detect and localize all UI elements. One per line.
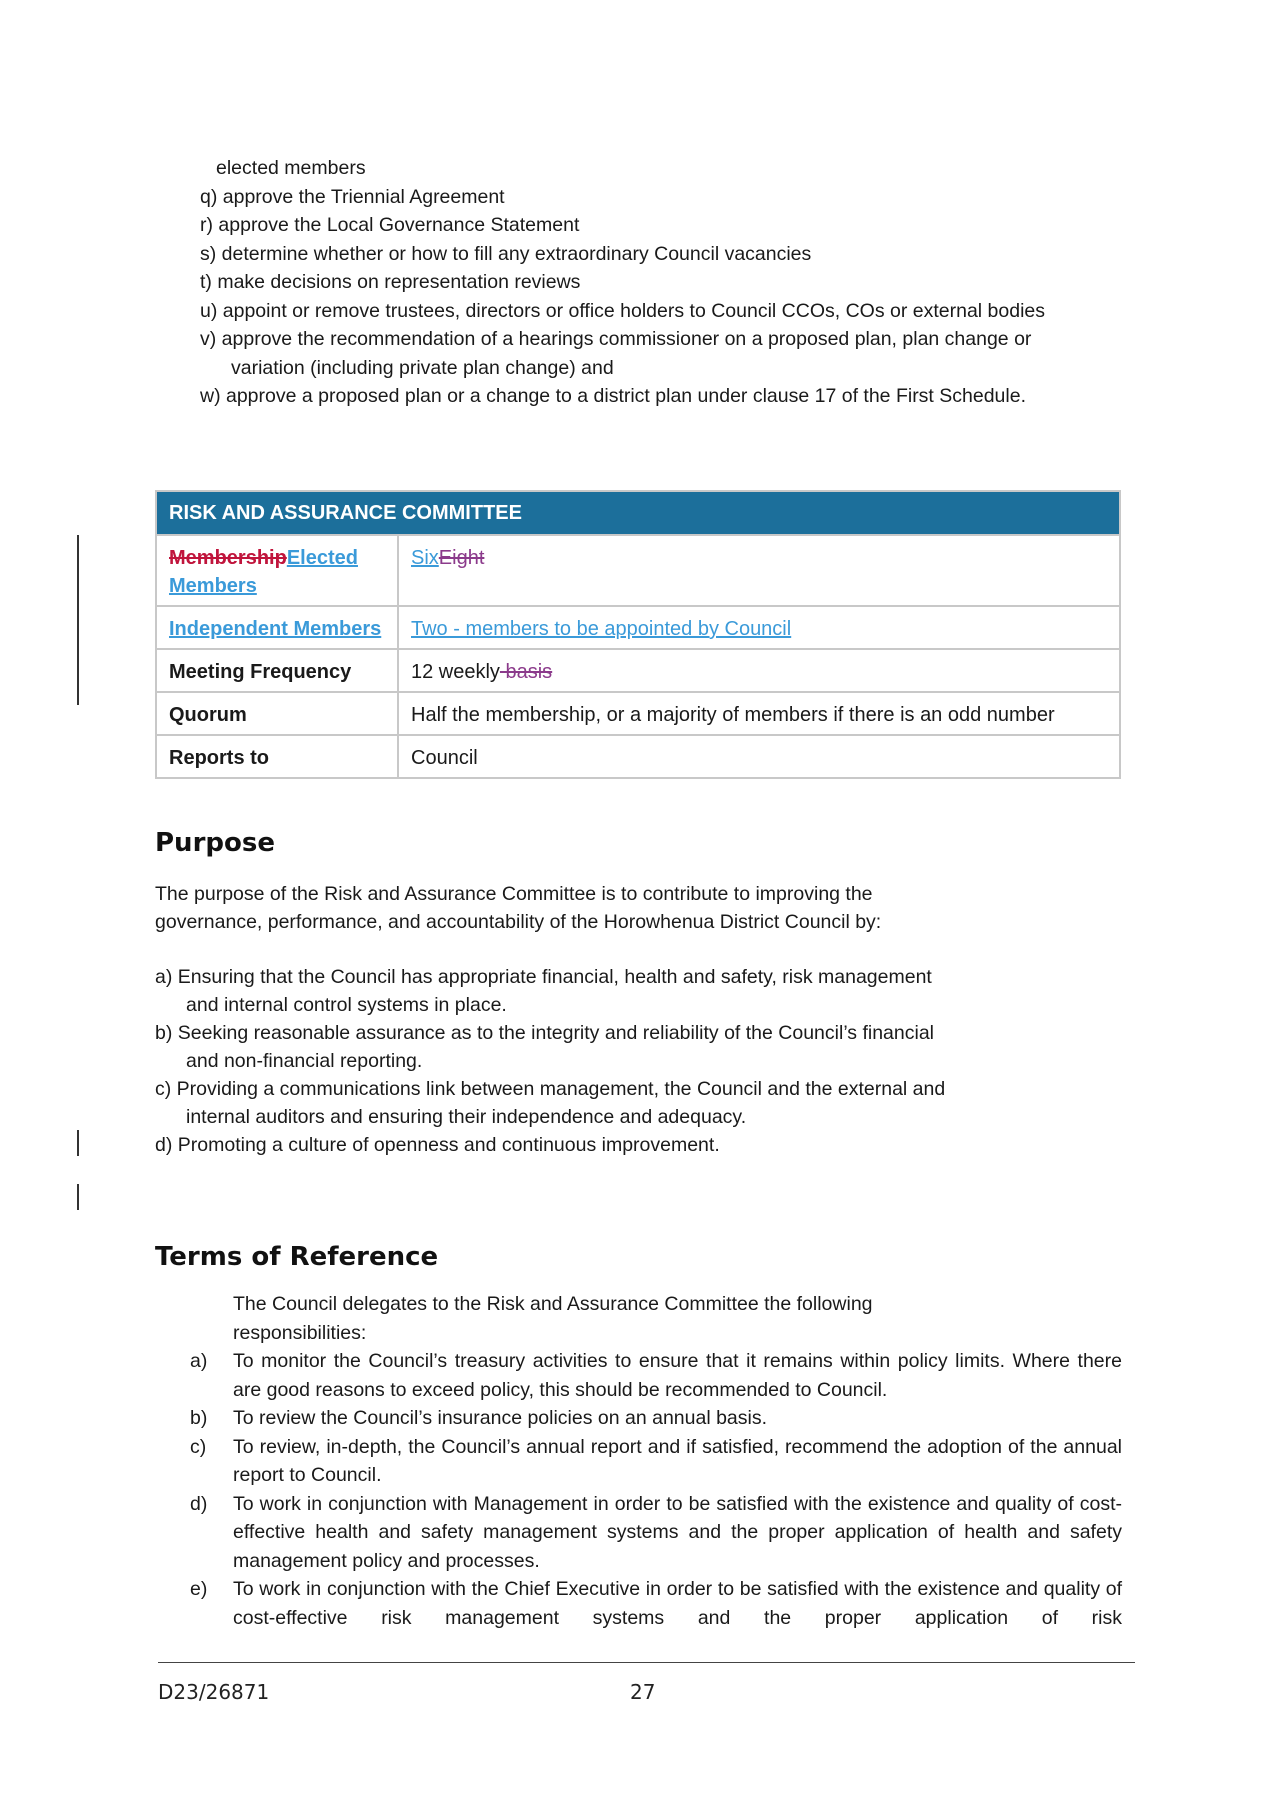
list-item (190, 1490, 1122, 1576)
list-item (190, 1404, 1122, 1433)
row-label-meeting-frequency: Meeting Frequency (156, 649, 398, 692)
list-item: s) determine whether or how to fill any extraordinary Council vacancies (200, 242, 812, 265)
item-text: To review, in-depth, the Council’s annual report and if satisfied, recommend the adoption of the annual report to Council. (233, 1435, 1122, 1486)
committee-table (155, 490, 1121, 779)
item-text: To monitor the Council’s treasury activities to ensure that it remains within policy limits. Where there are good reasons to exceed policy, this should be recommended to Council. (233, 1350, 1122, 1401)
list-item: v) approve the recommendation of a hearings commissioner on a proposed plan, plan change or variation (including private plan change) and (200, 328, 1032, 379)
change-bar (77, 1184, 79, 1210)
item-letter: d) (190, 1492, 208, 1515)
deleted-text: basis (499, 661, 553, 683)
list-item: c) Providing a communications link between management, the Council and the external and internal auditors and ensuring their independence and adequacy. (155, 1078, 946, 1128)
footer-page-number: 27 (630, 1680, 656, 1704)
change-bar (77, 535, 79, 705)
list-item: t) make decisions on representation reviews (200, 271, 581, 293)
list-item (190, 1433, 1122, 1490)
terms-intro: The Council delegates to the Risk and Assurance Committee the following responsibilities: (233, 1293, 873, 1344)
terms-list (190, 1347, 1122, 1632)
footer-divider (158, 1662, 1135, 1663)
table-header: RISK AND ASSURANCE COMMITTEE (156, 491, 1120, 535)
table-row (156, 535, 1120, 606)
inserted-text: Independent Members (169, 618, 382, 640)
list-item (190, 1575, 1122, 1632)
inserted-text: Six (411, 547, 439, 569)
item-letter: b) (190, 1407, 208, 1429)
item-text: To review the Council’s insurance policies on an annual basis. (233, 1407, 768, 1429)
list-item (190, 1347, 1122, 1404)
council-powers-list (200, 154, 1100, 411)
list-item: w) approve a proposed plan or a change to a district plan under clause 17 of the First Schedule. (200, 385, 1026, 407)
purpose-heading: Purpose (155, 828, 275, 858)
purpose-intro: The purpose of the Risk and Assurance Committee is to contribute to improving the governance, performance, and accountability of the Horowhenua District Council by: (155, 883, 882, 933)
inserted-text: Elected Members (169, 547, 358, 597)
row-value-quorum: Half the membership, or a majority of members if there is an odd number (398, 692, 1120, 735)
table-row (156, 692, 1120, 735)
row-value-elected-members (398, 535, 1120, 606)
row-label-quorum: Quorum (156, 692, 398, 735)
change-bar (77, 1130, 79, 1156)
frequency-text: 12 weekly (411, 661, 500, 683)
terms-heading: Terms of Reference (155, 1242, 439, 1272)
deleted-text: Eight (438, 547, 485, 569)
item-letter: c) (190, 1435, 207, 1458)
inserted-text: Two - members to be appointed by Council (411, 618, 792, 640)
row-value-independent-members (398, 606, 1120, 649)
list-item: u) appoint or remove trustees, directors or office holders to Council CCOs, COs or external bodies (200, 299, 1046, 322)
list-item: b) Seeking reasonable assurance as to the integrity and reliability of the Council’s financial and non-financial reporting. (155, 1022, 935, 1072)
table-row (156, 649, 1120, 692)
row-label-elected-members (156, 535, 398, 606)
row-label-reports-to: Reports to (156, 735, 398, 778)
item-text: To work in conjunction with Management in order to be satisfied with the existence and quality of cost-effective health and safety management systems and the proper application of health and safety management policy and processes. (233, 1492, 1122, 1572)
list-item: d) Promoting a culture of openness and continuous improvement. (155, 1134, 720, 1156)
row-value-meeting-frequency (398, 649, 1120, 692)
purpose-list (155, 963, 955, 1159)
list-continuation: elected members (216, 157, 366, 179)
list-item: q) approve the Triennial Agreement (200, 185, 505, 208)
table-row (156, 606, 1120, 649)
item-letter: a) (190, 1350, 208, 1372)
list-item: r) approve the Local Governance Statement (200, 214, 580, 236)
row-value-reports-to: Council (398, 735, 1120, 778)
item-text: To work in conjunction with the Chief Executive in order to be satisfied with the existence and quality of cost-effective risk management systems and the proper application of risk (233, 1578, 1122, 1629)
footer-doc-ref: D23/26871 (158, 1680, 270, 1704)
item-letter: e) (190, 1578, 208, 1600)
table-row (156, 735, 1120, 778)
deleted-text: Membership (169, 547, 287, 569)
row-label-independent-members (156, 606, 398, 649)
list-item: a) Ensuring that the Council has appropriate financial, health and safety, risk management and internal control systems in place. (155, 966, 932, 1016)
